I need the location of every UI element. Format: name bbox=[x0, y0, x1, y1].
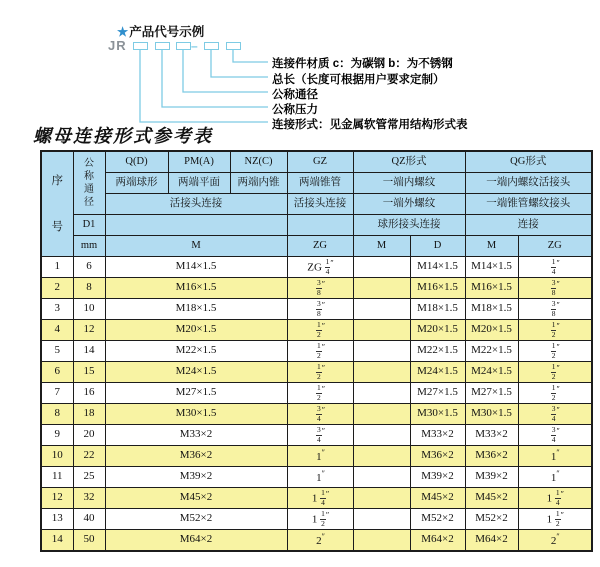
table-cell: M20×1.5 bbox=[105, 320, 287, 341]
table-cell: $\frac{3}{4}$ ″ bbox=[518, 425, 592, 446]
table-cell: $\frac{1}{2}$ ″ bbox=[287, 362, 353, 383]
table-cell: M30×1.5 bbox=[410, 404, 465, 425]
table-cell: M39×2 bbox=[410, 467, 465, 488]
table-cell bbox=[353, 362, 410, 383]
table-cell: M16×1.5 bbox=[105, 278, 287, 299]
header-mm: mm bbox=[73, 236, 105, 257]
table-cell: M33×2 bbox=[465, 425, 518, 446]
table-cell: 32 bbox=[73, 488, 105, 509]
fraction: $\frac{1}{4}$ bbox=[321, 488, 325, 507]
table-cell: M52×2 bbox=[410, 509, 465, 530]
table-cell: 10 bbox=[41, 446, 73, 467]
table-cell: 1 $\frac{1}{4}$ ″ bbox=[287, 488, 353, 509]
table-cell: 1 $\frac{1}{4}$ ″ bbox=[518, 488, 592, 509]
table-cell bbox=[353, 257, 410, 278]
table-cell: M64×2 bbox=[410, 530, 465, 552]
table-cell: $\frac{1}{2}$ ″ bbox=[287, 320, 353, 341]
header-cell: ZG bbox=[518, 236, 592, 257]
table-cell: $\frac{1}{2}$ ″ bbox=[518, 341, 592, 362]
table-cell: 2 bbox=[41, 278, 73, 299]
table-cell bbox=[353, 488, 410, 509]
table-cell: M14×1.5 bbox=[410, 257, 465, 278]
table-cell: M52×2 bbox=[465, 509, 518, 530]
table-cell: 14 bbox=[41, 530, 73, 552]
table-cell bbox=[353, 320, 410, 341]
table-cell: 25 bbox=[73, 467, 105, 488]
fraction: $\frac{1}{2}$ bbox=[316, 320, 321, 339]
fraction: $\frac{1}{2}$ bbox=[555, 509, 560, 528]
table-cell: 6 bbox=[73, 257, 105, 278]
table-cell: $\frac{3}{8}$ ″ bbox=[518, 278, 592, 299]
table-row bbox=[41, 530, 592, 552]
table-cell: M16×1.5 bbox=[465, 278, 518, 299]
code-dash: – bbox=[191, 39, 198, 53]
fraction: $\frac{1}{2}$ bbox=[551, 383, 556, 402]
table-cell: M24×1.5 bbox=[105, 362, 287, 383]
nut-connection-table bbox=[40, 150, 593, 552]
header-cell bbox=[287, 215, 353, 236]
table-cell: 22 bbox=[73, 446, 105, 467]
header-cell bbox=[105, 215, 287, 236]
table-row bbox=[41, 299, 592, 320]
table-cell bbox=[353, 341, 410, 362]
table-cell: M27×1.5 bbox=[410, 383, 465, 404]
header-cell: 一端内螺纹活接头 bbox=[465, 173, 592, 194]
table-row bbox=[41, 362, 592, 383]
table-cell: M64×2 bbox=[105, 530, 287, 552]
table-row bbox=[41, 257, 592, 278]
header-cell: M bbox=[465, 236, 518, 257]
diagram-heading bbox=[117, 22, 204, 40]
header-cell: GZ bbox=[287, 151, 353, 173]
table-cell: $\frac{1}{2}$ ″ bbox=[518, 383, 592, 404]
table-cell: ZG $\frac{1}{4}$ ″ bbox=[287, 257, 353, 278]
table-cell: 6 bbox=[41, 362, 73, 383]
table-cell: 12 bbox=[73, 320, 105, 341]
table-cell: 16 bbox=[73, 383, 105, 404]
table-cell: M18×1.5 bbox=[105, 299, 287, 320]
header-cell: 球形接头连接 bbox=[353, 215, 465, 236]
table-cell: 14 bbox=[73, 341, 105, 362]
table-row bbox=[41, 425, 592, 446]
code-segment-box-3 bbox=[176, 42, 191, 50]
product-code-prefix: JR bbox=[108, 38, 127, 53]
table-cell: 20 bbox=[73, 425, 105, 446]
header-serial: 序号 bbox=[41, 151, 73, 257]
header-cell: ZG bbox=[287, 236, 353, 257]
table-cell: M14×1.5 bbox=[105, 257, 287, 278]
table-cell: $\frac{1}{2}$ ″ bbox=[287, 383, 353, 404]
table-cell: 5 bbox=[41, 341, 73, 362]
table-cell: 1″ bbox=[287, 467, 353, 488]
table-cell: 2″ bbox=[287, 530, 353, 552]
fraction: $\frac{3}{8}$ bbox=[316, 278, 321, 297]
table-cell: 1″ bbox=[287, 446, 353, 467]
fraction: $\frac{3}{4}$ bbox=[316, 425, 321, 444]
fraction: $\frac{3}{8}$ bbox=[316, 299, 321, 318]
table-cell bbox=[353, 467, 410, 488]
header-cell: NZ(C) bbox=[230, 151, 287, 173]
table-cell: 13 bbox=[41, 509, 73, 530]
table-cell bbox=[353, 509, 410, 530]
table-cell: M22×1.5 bbox=[105, 341, 287, 362]
header-cell: QZ形式 bbox=[353, 151, 465, 173]
fraction: $\frac{1}{2}$ bbox=[316, 341, 321, 360]
table-cell: M64×2 bbox=[465, 530, 518, 552]
fraction: $\frac{3}{8}$ bbox=[551, 299, 556, 318]
header-cell: 两端内锥 bbox=[230, 173, 287, 194]
table-cell: 1 $\frac{1}{2}$ ″ bbox=[518, 509, 592, 530]
label-nominal-diameter: 公称通径 bbox=[272, 88, 318, 101]
table-cell bbox=[353, 404, 410, 425]
table-cell: M33×2 bbox=[105, 425, 287, 446]
table-cell: 1″ bbox=[518, 446, 592, 467]
header-cell: M bbox=[105, 236, 287, 257]
table-header bbox=[41, 151, 592, 257]
header-cell: 活接头连接 bbox=[287, 194, 353, 215]
table-cell: M16×1.5 bbox=[410, 278, 465, 299]
header-cell: D bbox=[410, 236, 465, 257]
label-total-length: 总长（长度可根据用户要求定制） bbox=[272, 73, 445, 86]
table-cell: M14×1.5 bbox=[465, 257, 518, 278]
header-d1: D1 bbox=[73, 215, 105, 236]
table-cell: M18×1.5 bbox=[465, 299, 518, 320]
table-cell: M22×1.5 bbox=[410, 341, 465, 362]
table-cell: M33×2 bbox=[410, 425, 465, 446]
table-cell: 9 bbox=[41, 425, 73, 446]
code-segment-box-5 bbox=[226, 42, 241, 50]
table-title: 螺母连接形式参考表 bbox=[33, 126, 213, 147]
header-cell: 一端内螺纹 bbox=[353, 173, 465, 194]
table-cell bbox=[353, 425, 410, 446]
fraction: $\frac{1}{2}$ bbox=[316, 362, 321, 381]
label-material: 连接件材质 c：为碳钢 b：为不锈钢 bbox=[272, 58, 453, 70]
fraction: $\frac{1}{2}$ bbox=[316, 383, 321, 402]
table-cell: 1 $\frac{1}{2}$ ″ bbox=[287, 509, 353, 530]
table-cell: $\frac{3}{4}$ ″ bbox=[518, 404, 592, 425]
table-cell: M45×2 bbox=[105, 488, 287, 509]
table-cell: 12 bbox=[41, 488, 73, 509]
table-cell: 8 bbox=[41, 404, 73, 425]
table-row bbox=[41, 383, 592, 404]
table-cell: M27×1.5 bbox=[105, 383, 287, 404]
table-row bbox=[41, 341, 592, 362]
table-body bbox=[41, 257, 592, 552]
code-segment-box-1 bbox=[133, 42, 148, 50]
table-cell: M30×1.5 bbox=[105, 404, 287, 425]
fraction: $\frac{3}{4}$ bbox=[551, 425, 556, 444]
table-cell: M30×1.5 bbox=[465, 404, 518, 425]
table-cell: M24×1.5 bbox=[410, 362, 465, 383]
table-cell: $\frac{3}{4}$ ″ bbox=[287, 404, 353, 425]
header-cell: Q(D) bbox=[105, 151, 168, 173]
table-cell: M36×2 bbox=[465, 446, 518, 467]
table-cell: M22×1.5 bbox=[465, 341, 518, 362]
table-row bbox=[41, 488, 592, 509]
header-cell: 一端锥管螺纹接头 bbox=[465, 194, 592, 215]
table-cell: M24×1.5 bbox=[465, 362, 518, 383]
table-cell: 15 bbox=[73, 362, 105, 383]
header-cell: M bbox=[353, 236, 410, 257]
table-cell: $\frac{1}{2}$ ″ bbox=[287, 341, 353, 362]
star-icon: ★ bbox=[117, 25, 129, 39]
table-cell: 2″ bbox=[518, 530, 592, 552]
label-connection-form: 连接形式：见金属软管常用结构形式表 bbox=[272, 118, 468, 131]
table-row bbox=[41, 509, 592, 530]
code-segment-box-2 bbox=[155, 42, 170, 50]
header-cell: 两端锥管 bbox=[287, 173, 353, 194]
label-nominal-pressure: 公称压力 bbox=[272, 103, 318, 116]
header-cell: QG形式 bbox=[465, 151, 592, 173]
table-cell: M36×2 bbox=[105, 446, 287, 467]
table-row bbox=[41, 446, 592, 467]
table-cell: 1″ bbox=[518, 467, 592, 488]
table-row bbox=[41, 320, 592, 341]
code-segment-box-4 bbox=[204, 42, 219, 50]
header-cell: 两端平面 bbox=[168, 173, 230, 194]
table-cell: $\frac{1}{2}$ ″ bbox=[518, 320, 592, 341]
table-cell: 40 bbox=[73, 509, 105, 530]
table-cell: $\frac{3}{8}$ ″ bbox=[287, 299, 353, 320]
diagram-heading-text: 产品代号示例 bbox=[129, 25, 205, 39]
table-cell: $\frac{1}{4}$ ″ bbox=[518, 257, 592, 278]
table-cell: M27×1.5 bbox=[465, 383, 518, 404]
table-cell bbox=[353, 530, 410, 552]
fraction: $\frac{1}{4}$ bbox=[551, 257, 556, 276]
fraction: $\frac{1}{2}$ bbox=[551, 341, 556, 360]
table-cell: 50 bbox=[73, 530, 105, 552]
table-row bbox=[41, 404, 592, 425]
table-cell: 8 bbox=[73, 278, 105, 299]
header-cell: PM(A) bbox=[168, 151, 230, 173]
table-cell: M20×1.5 bbox=[465, 320, 518, 341]
table-cell: M20×1.5 bbox=[410, 320, 465, 341]
table-cell: 10 bbox=[73, 299, 105, 320]
table-cell: M36×2 bbox=[410, 446, 465, 467]
table-cell: 18 bbox=[73, 404, 105, 425]
table-row bbox=[41, 278, 592, 299]
header-cell: 活接头连接 bbox=[105, 194, 287, 215]
fraction: $\frac{3}{4}$ bbox=[316, 404, 321, 423]
header-nominal-diameter: 公称通径 bbox=[73, 151, 105, 215]
fraction: $\frac{1}{4}$ bbox=[325, 257, 330, 276]
fraction: $\frac{1}{4}$ bbox=[555, 488, 560, 507]
header-cell: 连接 bbox=[465, 215, 592, 236]
header-cell: 一端外螺纹 bbox=[353, 194, 465, 215]
fraction: $\frac{1}{2}$ bbox=[321, 509, 325, 528]
table-cell: M45×2 bbox=[410, 488, 465, 509]
table-cell: $\frac{1}{2}$ ″ bbox=[518, 362, 592, 383]
fraction: $\frac{3}{4}$ bbox=[551, 404, 556, 423]
table-cell: 3 bbox=[41, 299, 73, 320]
table-cell bbox=[353, 446, 410, 467]
table-cell: 7 bbox=[41, 383, 73, 404]
table-cell: $\frac{3}{8}$ ″ bbox=[518, 299, 592, 320]
fraction: $\frac{3}{8}$ bbox=[551, 278, 556, 297]
table-cell: M18×1.5 bbox=[410, 299, 465, 320]
table-cell: 1 bbox=[41, 257, 73, 278]
table-cell bbox=[353, 299, 410, 320]
table-cell: M52×2 bbox=[105, 509, 287, 530]
table-cell: 4 bbox=[41, 320, 73, 341]
table-cell: M45×2 bbox=[465, 488, 518, 509]
table-cell: $\frac{3}{8}$ ″ bbox=[287, 278, 353, 299]
header-cell: 两端球形 bbox=[105, 173, 168, 194]
table-cell: M39×2 bbox=[465, 467, 518, 488]
table-row bbox=[41, 467, 592, 488]
table-cell bbox=[353, 383, 410, 404]
table-cell: $\frac{3}{4}$ ″ bbox=[287, 425, 353, 446]
fraction: $\frac{1}{2}$ bbox=[551, 362, 556, 381]
fraction: $\frac{1}{2}$ bbox=[551, 320, 556, 339]
table-cell bbox=[353, 278, 410, 299]
table-cell: 11 bbox=[41, 467, 73, 488]
table-cell: M39×2 bbox=[105, 467, 287, 488]
